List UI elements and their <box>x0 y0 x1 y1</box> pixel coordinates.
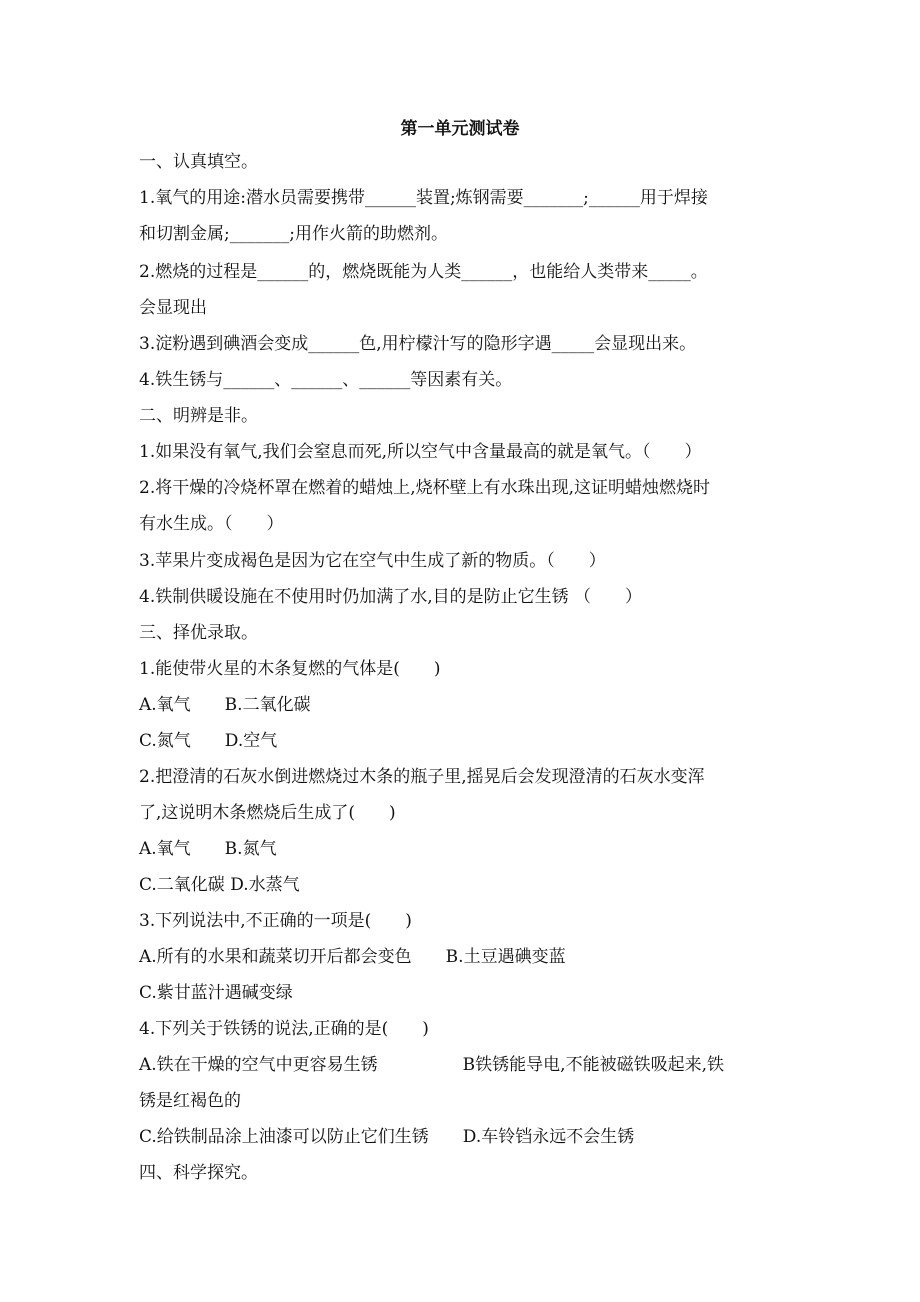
mc-question-1-options-ab: A.氧气 B.二氧化碳 <box>139 695 311 715</box>
tf-question-3: 3.苹果片变成褐色是因为它在空气中生成了新的物质。（ ） <box>139 551 606 571</box>
fill-question-1-cont: 和切割金属;_______;用作火箭的助燃剂。 <box>139 224 448 244</box>
mc-question-2: 2.把澄清的石灰水倒进燃烧过木条的瓶子里,摇晃后会发现澄清的石灰水变浑 <box>139 767 705 787</box>
mc-question-2-options-cd: C.二氧化碳 D.水蒸气 <box>139 875 300 895</box>
fill-question-2: 2.燃烧的过程是______的，燃烧既能为人类______，也能给人类带来_____。 <box>139 262 708 282</box>
mc-question-4: 4.下列关于铁锈的说法,正确的是( ) <box>139 1019 429 1039</box>
mc-question-3-options-ab: A.所有的水果和蔬菜切开后都会变色 B.土豆遇碘变蓝 <box>139 947 566 967</box>
mc-question-4-options-ab-cont: 锈是红褐色的 <box>139 1091 241 1111</box>
mc-question-2-options-ab: A.氧气 B.氮气 <box>139 839 277 859</box>
section-heading-inquiry: 四、科学探究。 <box>139 1163 258 1183</box>
mc-question-2-cont: 了,这说明木条燃烧后生成了( ) <box>139 803 396 823</box>
section-heading-true-false: 二、明辨是非。 <box>139 406 258 426</box>
mc-question-1: 1.能使带火星的木条复燃的气体是( ) <box>139 659 441 679</box>
tf-question-4: 4.铁制供暖设施在不使用时仍加满了水,目的是防止它生锈 （ ） <box>139 587 643 607</box>
section-heading-multiple-choice: 三、择优录取。 <box>139 623 258 643</box>
section-heading-fill-blank: 一、认真填空。 <box>139 152 258 172</box>
mc-question-1-options-cd: C.氮气 D.空气 <box>139 731 278 751</box>
tf-question-1: 1.如果没有氧气,我们会窒息而死,所以空气中含量最高的就是氧气。（ ） <box>139 442 702 462</box>
document-title: 第一单元测试卷 <box>400 119 520 139</box>
mc-question-4-options-ab: A.铁在干燥的空气中更容易生锈 B铁锈能导电,不能被磁铁吸起来,铁 <box>139 1055 724 1075</box>
fill-question-4: 4.铁生锈与______、______、______等因素有关。 <box>139 370 513 390</box>
tf-question-2: 2.将干燥的冷烧杯罩在燃着的蜡烛上,烧杯壁上有水珠出现,这证明蜡烛燃烧时 <box>139 478 711 498</box>
mc-question-3: 3.下列说法中,不正确的一项是( ) <box>139 911 412 931</box>
mc-question-4-options-cd: C.给铁制品涂上油漆可以防止它们生锈 D.车铃铛永远不会生锈 <box>139 1127 635 1147</box>
fill-question-3: 3.淀粉遇到碘酒会变成______色,用柠檬汁写的隐形字遇_____会显现出来。 <box>139 334 697 354</box>
fill-question-1: 1.氧气的用途:潜水员需要携带______装置;炼钢需要_______;______用于焊接 <box>139 188 708 208</box>
mc-question-3-option-c: C.紫甘蓝汁遇碱变绿 <box>139 983 293 1003</box>
tf-question-2-cont: 有水生成。（ ） <box>139 514 284 534</box>
stray-text: 会显现出 <box>139 298 207 318</box>
